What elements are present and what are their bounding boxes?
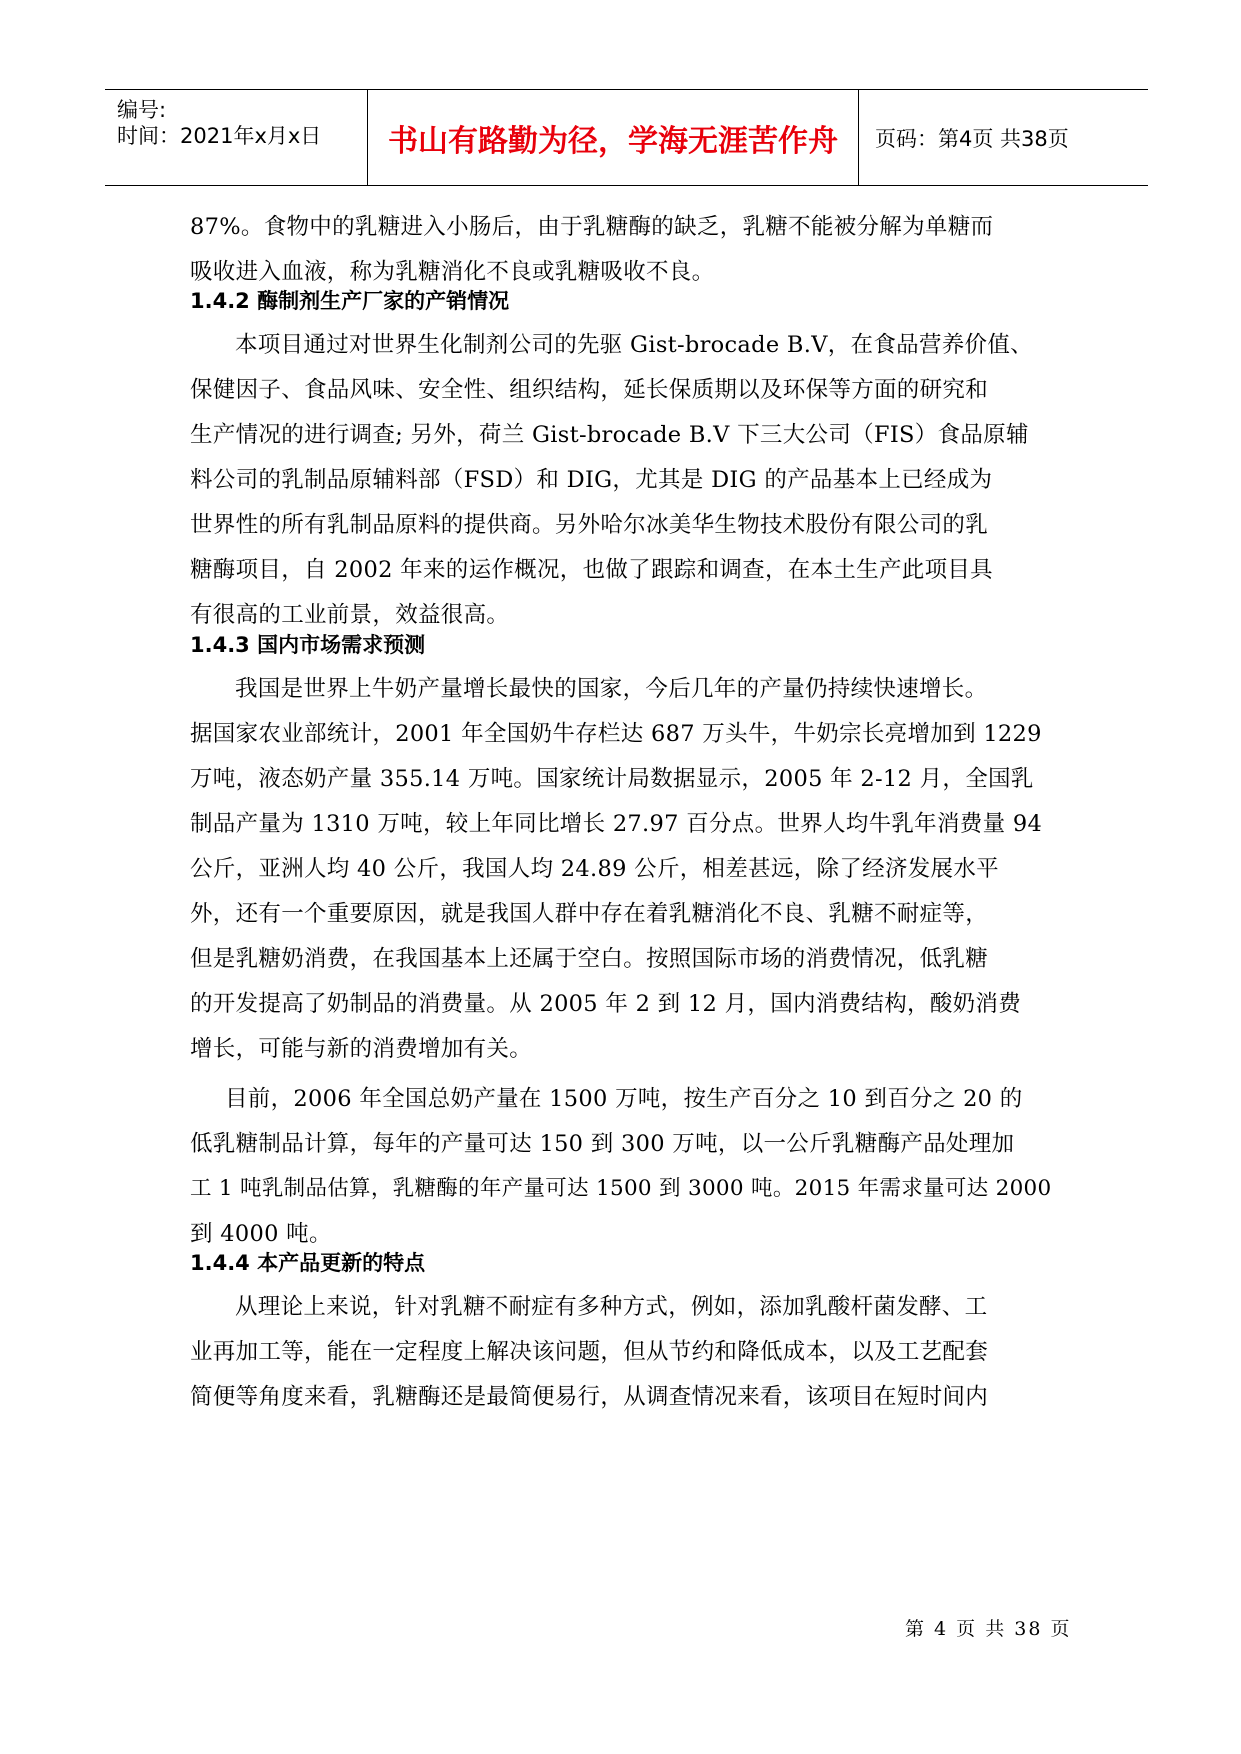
header-meta xyxy=(105,90,368,185)
text-line: 世界性的所有乳制品原料的提供商。另外哈尔冰美华生物技术股份有限公司的乳 xyxy=(190,512,989,538)
section-heading-1-4-4: 1.4.4 本产品更新的特点 xyxy=(190,1251,426,1275)
text-line: 我国是世界上牛奶产量增长最快的国家，今后几年的产量仍持续快速增长。 xyxy=(235,676,988,702)
text-line: 有很高的工业前景，效益很高。 xyxy=(190,602,510,628)
text-line: 但是乳糖奶消费，在我国基本上还属于空白。按照国际市场的消费情况，低乳糖 xyxy=(190,946,989,972)
page-header xyxy=(105,89,1148,186)
text-line: 万吨，液态奶产量 355.14 万吨。国家统计局数据显示，2005 年 2-12 月，全国乳 xyxy=(190,766,1034,792)
section-heading-1-4-2: 1.4.2 酶制剂生产厂家的产销情况 xyxy=(190,289,510,313)
text-line: 的开发提高了奶制品的消费量。从 2005 年 2 到 12 月，国内消费结构，酸奶消费 xyxy=(190,991,1022,1017)
text-line: 外，还有一个重要原因，就是我国人群中存在着乳糖消化不良、乳糖不耐症等， xyxy=(190,901,989,927)
text-line: 生产情况的进行调查; 另外，荷兰 Gist-brocade B.V 下三大公司（FIS）食品原辅 xyxy=(190,422,1029,448)
text-line: 低乳糖制品计算，每年的产量可达 150 到 300 万吨，以一公斤乳糖酶产品处理加 xyxy=(190,1131,1015,1157)
header-page-label: 页码：第4页 共38页 xyxy=(875,126,1069,151)
text-line: 公斤，亚洲人均 40 公斤，我国人均 24.89 公斤，相差甚远，除了经济发展水平 xyxy=(190,856,999,882)
text-line: 糖酶项目，自 2002 年来的运作概况，也做了跟踪和调查，在本土生产此项目具 xyxy=(190,557,993,583)
text-line: 目前，2006 年全国总奶产量在 1500 万吨，按生产百分之 10 到百分之 20 的 xyxy=(225,1086,1023,1112)
text-line: 保健因子、食品风味、安全性、组织结构，延长保质期以及环保等方面的研究和 xyxy=(190,377,989,403)
text-line: 据国家农业部统计，2001 年全国奶牛存栏达 687 万头牛，牛奶宗长亮增加到 1229 xyxy=(190,721,1042,747)
text-line: 到 4000 吨。 xyxy=(190,1221,332,1247)
time-label: 时间：2021年x月x日 xyxy=(117,124,322,148)
text-line: 简便等角度来看，乳糖酶还是最简便易行，从调查情况来看，该项目在短时间内 xyxy=(190,1384,989,1410)
text-line: 料公司的乳制品原辅料部（FSD）和 DIG，尤其是 DIG 的产品基本上已经成为 xyxy=(190,467,993,493)
text-line: 制品产量为 1310 万吨，较上年同比增长 27.97 百分点。世界人均牛乳年消费量 94 xyxy=(190,811,1043,837)
page-footer-number: 第 4 页 共 38 页 xyxy=(905,1618,1072,1640)
section-heading-1-4-3: 1.4.3 国内市场需求预测 xyxy=(190,633,426,657)
text-line: 87%。食物中的乳糖进入小肠后，由于乳糖酶的缺乏，乳糖不能被分解为单糖而 xyxy=(190,214,994,240)
number-label: 编号: xyxy=(117,98,167,122)
text-line: 工 1 吨乳制品估算，乳糖酶的年产量可达 1500 到 3000 吨。2015 年需求量可达 2000 xyxy=(190,1176,1052,1201)
text-line: 业再加工等，能在一定程度上解决该问题，但从节约和降低成本，以及工艺配套 xyxy=(190,1339,989,1365)
text-line: 吸收进入血液，称为乳糖消化不良或乳糖吸收不良。 xyxy=(190,259,715,285)
header-motto: 书山有路勤为径，学海无涯苦作舟 xyxy=(368,90,859,185)
text-line: 本项目通过对世界生化制剂公司的先驱 Gist-brocade B.V，在食品营养价值、 xyxy=(235,332,1033,358)
text-line: 从理论上来说，针对乳糖不耐症有多种方式，例如，添加乳酸杆菌发酵、工 xyxy=(235,1294,988,1320)
text-line: 增长，可能与新的消费增加有关。 xyxy=(190,1036,533,1062)
